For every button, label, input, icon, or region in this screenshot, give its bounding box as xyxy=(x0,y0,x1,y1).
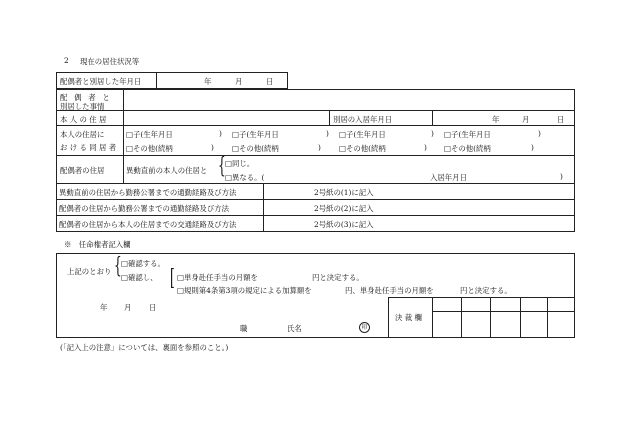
child-4-checkbox[interactable]: □子(生年月日 xyxy=(444,130,491,139)
other-3-close: ) xyxy=(424,143,427,152)
brace-icon: { xyxy=(114,254,122,279)
child-1-checkbox[interactable]: □子(生年月日 xyxy=(126,130,173,139)
addition-mid: 円、単身赴任手当の月額を xyxy=(345,286,434,295)
decision-month-unit: 月 xyxy=(124,303,132,312)
route-value-2: 2号紙の(2)に記入 xyxy=(314,204,374,213)
cohabitants-label-2: お け る 同 居 者 xyxy=(60,143,117,152)
child-4-close: ) xyxy=(538,129,541,138)
route-value-3: 2号紙の(3)に記入 xyxy=(314,220,374,229)
section-title: 現在の居住状況等 xyxy=(80,57,140,66)
spouse-residence-label: 配偶者の住居 xyxy=(60,166,105,175)
route-label-1: 異動直前の住居から勤務公署までの通勤経路及び方法 xyxy=(59,188,237,197)
separation-reason-label-2: 別居した事情 xyxy=(60,102,105,111)
separation-month-unit: 月 xyxy=(235,77,243,86)
child-2-close: ) xyxy=(326,129,329,138)
other-4-close: ) xyxy=(531,143,534,152)
appointer-intro: 上記のとおり xyxy=(67,267,112,276)
move-in-date-label: 別居の入居年月日 xyxy=(333,115,393,124)
decision-year-unit: 年 xyxy=(100,303,108,312)
route-label-3: 配偶者の住居から本人の住居までの交通経路及び方法 xyxy=(59,220,237,229)
child-2-checkbox[interactable]: □子(生年月日 xyxy=(232,130,279,139)
brace-icon: { xyxy=(218,154,226,179)
name-label: 氏名 xyxy=(287,324,302,333)
separation-date-label: 配偶者と別居した年月日 xyxy=(60,77,142,86)
other-2-close: ) xyxy=(318,143,321,152)
addition-checkbox[interactable]: □規則第4条第3項の規定による加算額を xyxy=(177,286,312,295)
own-residence-field[interactable] xyxy=(125,112,327,124)
section-number: 2 xyxy=(64,56,69,65)
appointer-heading: ※ 任命権者記入欄 xyxy=(64,240,131,249)
allowance-checkbox[interactable]: □単身赴任手当の月額を xyxy=(177,273,258,282)
other-3-checkbox[interactable]: □その他(続柄 xyxy=(339,144,386,153)
route-label-2: 配偶者の住居から勤務公署までの通勤経路及び方法 xyxy=(59,204,229,213)
allowance-tail: 円と決定する。 xyxy=(312,273,364,282)
route-value-1: 2号紙の(1)に記入 xyxy=(314,188,374,197)
other-2-checkbox[interactable]: □その他(続柄 xyxy=(232,144,279,153)
same-residence-checkbox[interactable]: □同じ。 xyxy=(225,159,255,168)
move-in-month-unit: 月 xyxy=(522,115,530,124)
different-residence-checkbox[interactable]: □異なる。( xyxy=(225,173,265,182)
separation-reason-field[interactable] xyxy=(125,91,573,109)
addition-tail: 円と決定する。 xyxy=(460,286,512,295)
approval-label: 決 裁 欄 xyxy=(395,313,422,322)
confirm-checkbox[interactable]: □確認する。 xyxy=(121,259,165,268)
cohabitants-label-1: 本人の住居に xyxy=(60,130,105,139)
child-1-close: ) xyxy=(219,129,222,138)
decision-day-unit: 日 xyxy=(149,303,157,312)
move-in-day-unit: 日 xyxy=(557,115,565,124)
other-1-checkbox[interactable]: □その他(続柄 xyxy=(126,144,173,153)
own-residence-label: 本 人 の 住 居 xyxy=(60,115,107,124)
other-4-checkbox[interactable]: □その他(続柄 xyxy=(444,144,491,153)
brace-icon: [ xyxy=(170,266,175,291)
footnote: (「記入上の注意」については、裏面を参照のこと。) xyxy=(60,343,229,352)
spouse-residence-prefix: 異動直前の本人の住居と xyxy=(126,166,208,175)
separation-year-unit: 年 xyxy=(204,77,212,86)
seal-icon: 印 xyxy=(359,322,370,333)
child-3-checkbox[interactable]: □子(生年月日 xyxy=(339,130,386,139)
confirm-decide-checkbox[interactable]: □確認し、 xyxy=(121,273,158,282)
child-3-close: ) xyxy=(431,129,434,138)
separation-reason-label-1: 配 偶 者 と xyxy=(60,93,113,102)
separation-day-unit: 日 xyxy=(266,77,274,86)
spouse-close-paren: ) xyxy=(560,172,563,181)
other-1-close: ) xyxy=(211,143,214,152)
spouse-move-in-label: 入居年月日 xyxy=(430,173,467,182)
move-in-year-unit: 年 xyxy=(492,115,500,124)
position-label: 職 xyxy=(240,324,248,333)
